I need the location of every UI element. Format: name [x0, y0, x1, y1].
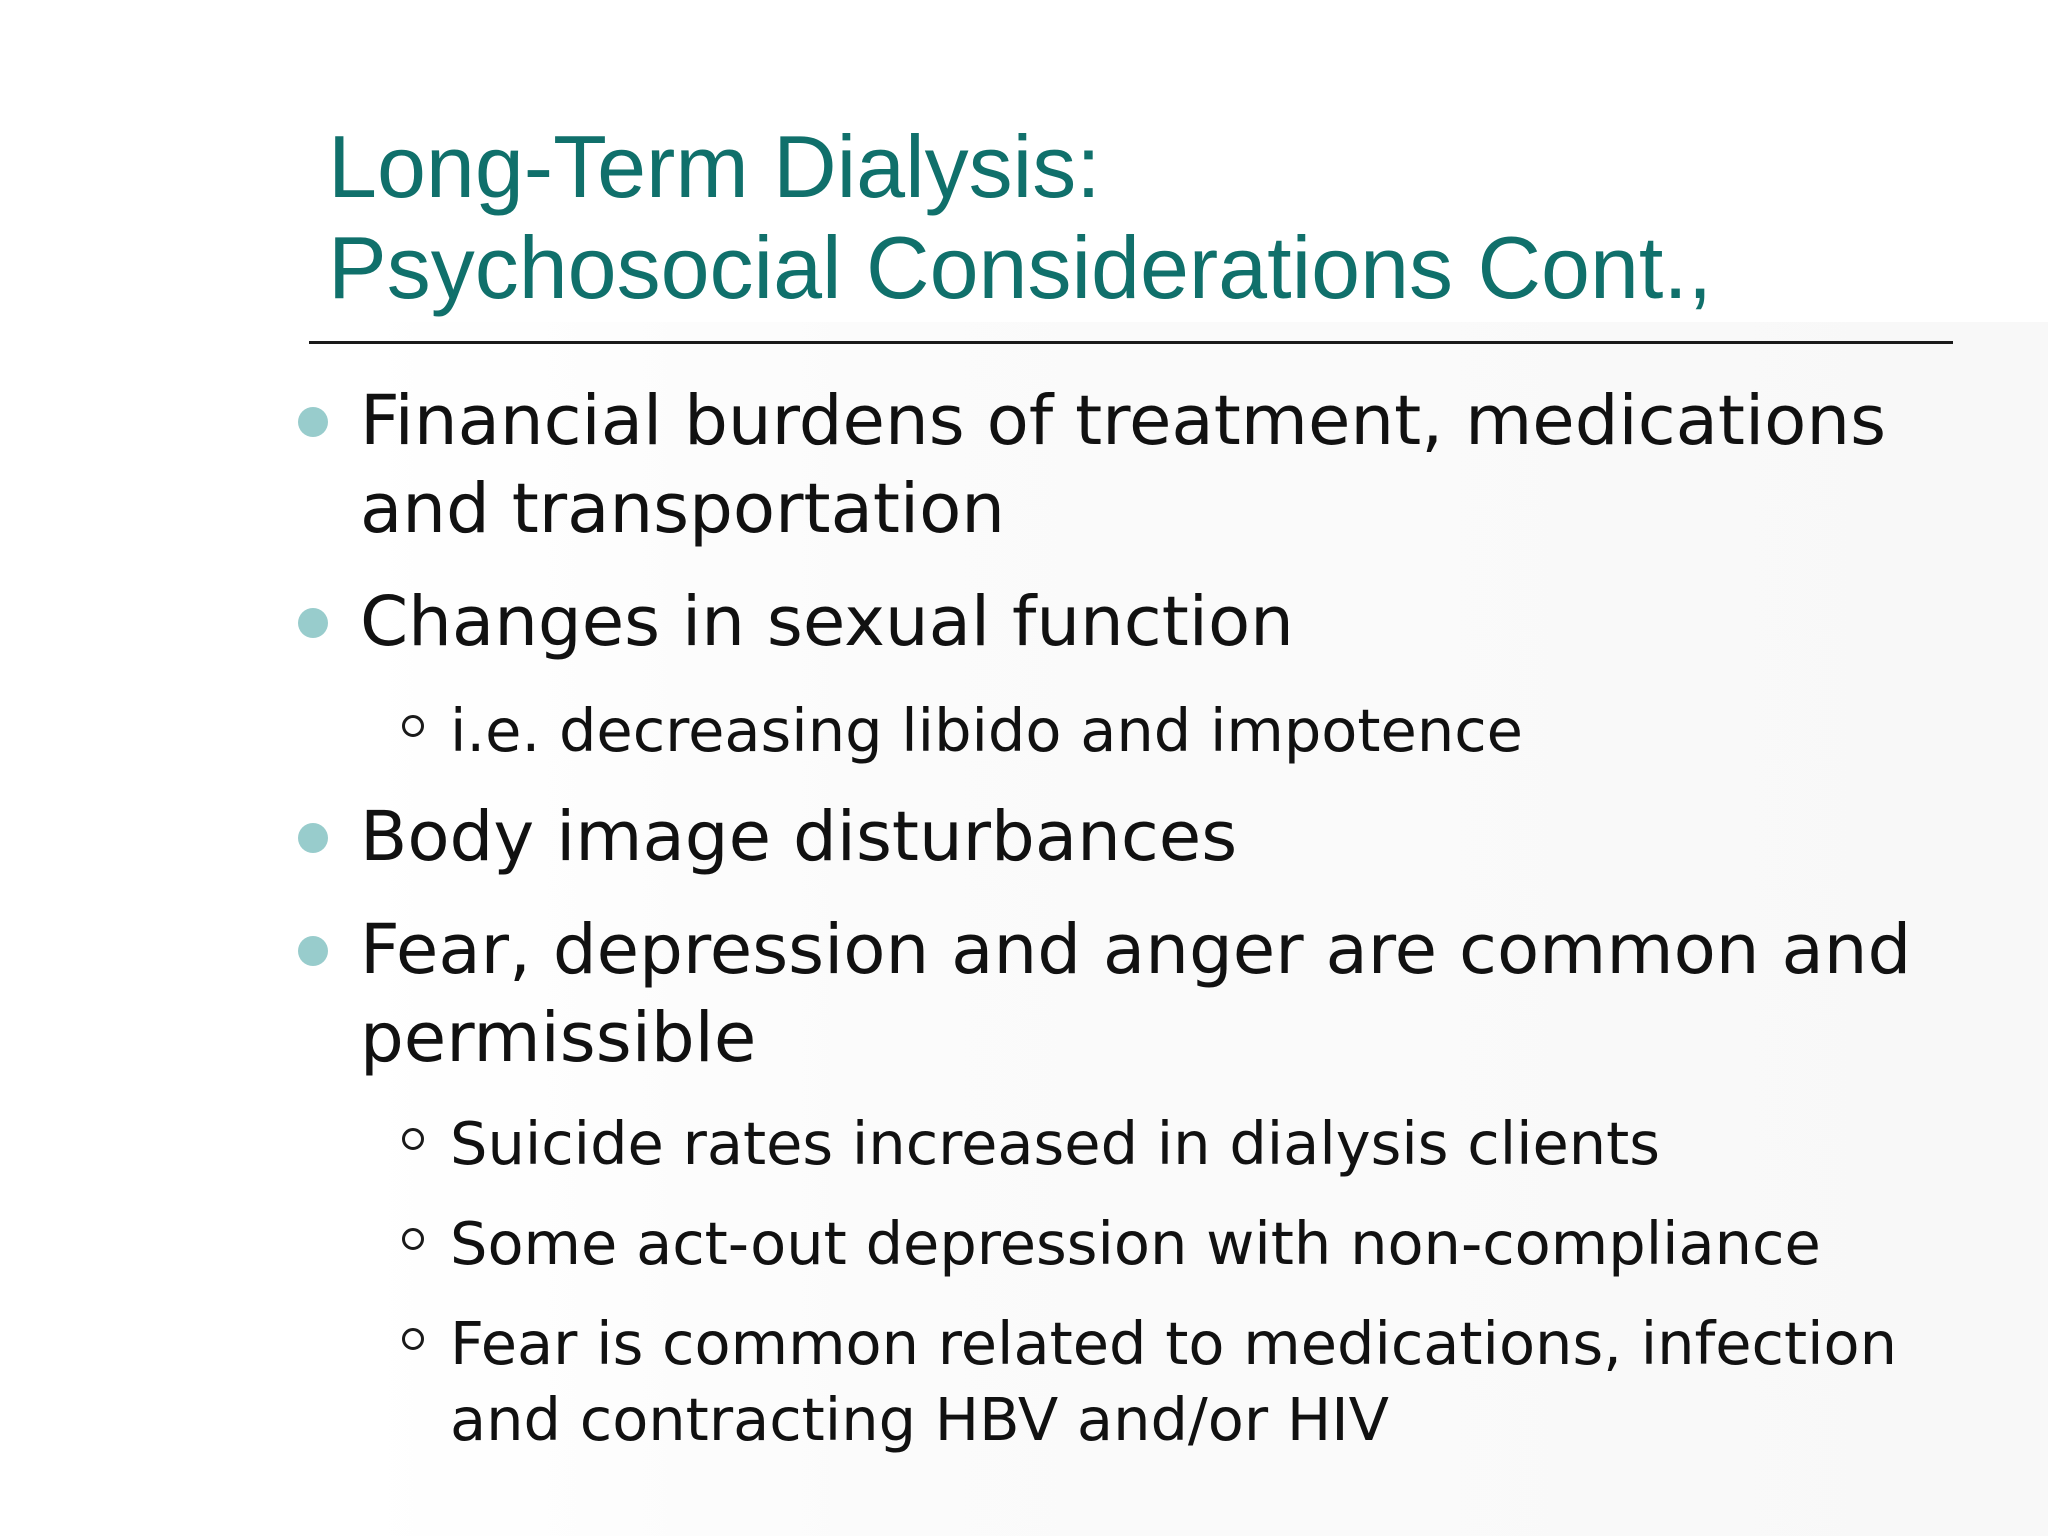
bullet-dot-icon — [298, 823, 328, 853]
bullet-item — [296, 377, 1996, 553]
slide-title — [328, 116, 1712, 318]
sub-bullet-ring-icon — [402, 1228, 424, 1250]
sub-bullet-text: Fear is common related to medications, infection — [450, 1309, 1897, 1378]
sub-bullet-item — [402, 1106, 2042, 1182]
bullet-text: permissible — [360, 998, 757, 1078]
bullet-text: Body image disturbances — [360, 797, 1238, 877]
sub-bullet-item — [402, 1206, 2042, 1282]
sub-bullet-text: i.e. decreasing libido and impotence — [450, 696, 1523, 765]
bullet-text: and transportation — [360, 469, 1006, 549]
title-line: Psychosocial Considerations Cont., — [328, 218, 1713, 317]
sub-bullet-item — [402, 693, 2042, 769]
bullet-item — [296, 578, 1996, 666]
bullet-dot-icon — [298, 608, 328, 638]
bullet-text: Financial burdens of treatment, medications — [360, 381, 1887, 461]
bullet-dot-icon — [298, 407, 328, 437]
bullet-item — [296, 906, 1996, 1082]
sub-bullet-ring-icon — [402, 715, 424, 737]
bullet-dot-icon — [298, 936, 328, 966]
sub-bullet-text: Suicide rates increased in dialysis clients — [450, 1109, 1661, 1178]
title-line: Long-Term Dialysis: — [328, 117, 1101, 216]
sub-bullet-item — [402, 1306, 2042, 1458]
sub-bullet-text: Some act-out depression with non-compliance — [450, 1209, 1821, 1278]
sub-bullet-ring-icon — [402, 1128, 424, 1150]
sub-bullet-text: and contracting HBV and/or HIV — [450, 1385, 1390, 1454]
sub-bullet-ring-icon — [402, 1328, 424, 1350]
bullet-text: Fear, depression and anger are common and — [360, 910, 1912, 990]
bullet-text: Changes in sexual function — [360, 582, 1294, 662]
title-divider — [309, 341, 1953, 344]
bullet-item — [296, 793, 1996, 881]
